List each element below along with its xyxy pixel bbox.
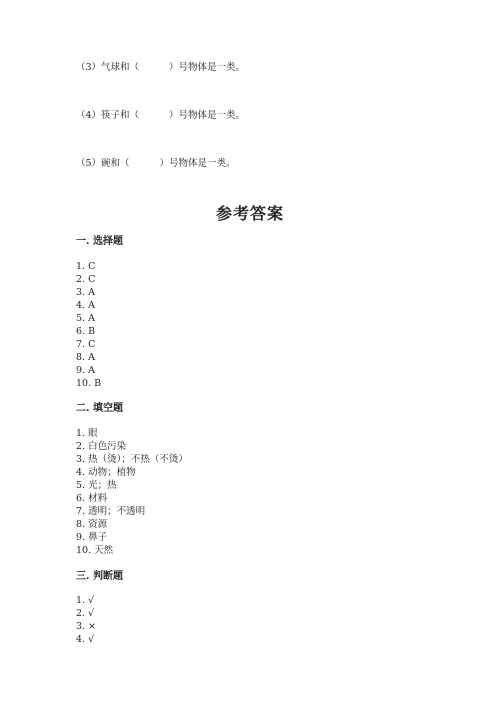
list-item: 8. 资源: [76, 519, 108, 530]
question-4: [76, 110, 245, 122]
list-item: 10. 天然: [76, 545, 114, 556]
list-item: 8. A: [76, 352, 95, 363]
question-5-suffix: ）号物体是一类。: [159, 158, 236, 169]
list-item: 3. ×: [76, 621, 97, 632]
list-item: 2. C: [76, 274, 96, 285]
list-item: 3. 热（烫）；不热（不烫）: [76, 454, 188, 465]
list-item: 9. 鼻子: [76, 532, 108, 543]
question-3-prefix: （3）气球和（: [76, 62, 140, 73]
list-item: 4. A: [76, 300, 95, 311]
list-item: 1. C: [76, 261, 96, 272]
list-item: 7. C: [76, 339, 96, 350]
list-item: 9. A: [76, 365, 95, 376]
list-item: 4. √: [76, 634, 95, 645]
list-item: 7. 透明；不透明: [76, 506, 146, 517]
choice-answer-list: [76, 260, 101, 390]
question-4-suffix: ）号物体是一类。: [169, 110, 246, 121]
list-item: 5. A: [76, 313, 95, 324]
list-item: 4. 动物；植物: [76, 467, 136, 478]
list-item: 3. A: [76, 287, 95, 298]
section-heading-judge: 三. 判断题: [76, 571, 123, 582]
list-item: 10. B: [76, 378, 102, 389]
judge-answer-list: [76, 594, 96, 646]
fill-answer-list: [76, 427, 188, 557]
section-heading-choice: 一. 选择题: [76, 236, 123, 247]
list-item: 2. 白色污染: [76, 441, 127, 452]
answer-key-title: 参考答案: [215, 204, 284, 223]
question-4-prefix: （4）筷子和（: [76, 110, 140, 121]
list-item: 1. 眼: [76, 428, 98, 439]
question-5: [76, 158, 236, 170]
list-item: 6. B: [76, 326, 96, 337]
question-3-suffix: ）号物体是一类。: [169, 62, 246, 73]
list-item: 5. 光；热: [76, 480, 117, 491]
question-3: [76, 62, 245, 74]
list-item: 1. √: [76, 595, 95, 606]
list-item: 6. 材料: [76, 493, 108, 504]
section-heading-fill: 二. 填空题: [76, 403, 123, 414]
question-5-prefix: （5）碗和（: [76, 158, 130, 169]
list-item: 2. √: [76, 608, 95, 619]
